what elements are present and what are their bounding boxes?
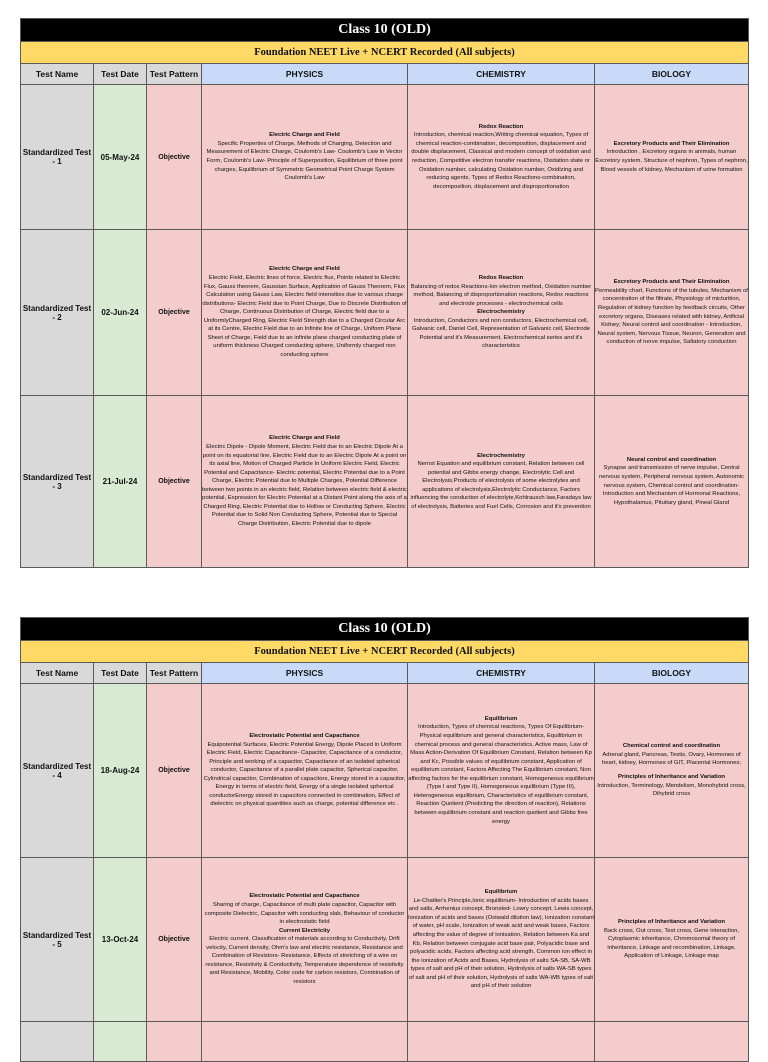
table-row bbox=[21, 396, 749, 568]
topic-content: Sharing of charge, Capacitance of multi plate capacitor, Capacitor with composite Dielectric, Capacitor with conducting slab, Behaviour of conductor in electrostatic field bbox=[204, 901, 405, 926]
test-pattern-cell: Objective bbox=[147, 230, 202, 396]
schedule-table-1 bbox=[20, 18, 749, 568]
chemistry-cell bbox=[408, 1022, 595, 1062]
biology-cell bbox=[595, 396, 749, 568]
schedule-table-2 bbox=[20, 617, 749, 1062]
biology-cell bbox=[595, 684, 749, 858]
topic-title: Electric Charge and Field bbox=[269, 435, 340, 442]
topic-content: Equipotential Surfaces, Electric Potential Energy, Dipole Placed in Uniform Electric Field, Electric Capacitance- Capacitor, Capacitance of a conductor, Principle and working of a capacitor, Capacitance of an isolated spherical conductor, Capacitance of a parallel plate capacitor, Spherical capacitor, Cylindrical capacitor, Combination of capacitors, Energy stored in a capacitor, Energy in terms of electric field, Energy of a single isolated spherical conductorEnergy stored in capacitors connected in combination, Effect of dielectric on physical quantities such as charge, potential difference etc . bbox=[203, 741, 406, 808]
test-date-cell: 18-Aug-24 bbox=[94, 684, 147, 858]
header-test-name: Test Name bbox=[21, 64, 94, 85]
physics-cell bbox=[202, 1022, 408, 1062]
topic-content: Nernst Equation and equilibrium constant, Relation between cell potential and Gibbs energy change, Electrolytic Cell and Electrolysis,Products of electrolysis of some electrolytes and applications of electrolysis,Electrolytic Conductance, Factors influencing the conduction of electrolyte,Kohlrausch law,Faradays law of electrolysis, Batteries and Fuel Cells, Corrosion and it's prevention bbox=[410, 461, 592, 510]
test-date-cell: 05-May-24 bbox=[94, 85, 147, 230]
topic-content: Introduction, Conductors and non conductors, Electrochemical cell, Galvanic cell, Daniel Cell, Representation of Galvanic cell, Electrode Potential and it's Measurement, Electrochemical series and it's characteristics bbox=[411, 317, 591, 350]
header-test-pattern: Test Pattern bbox=[147, 663, 202, 684]
topic-title: Electric Charge and Field bbox=[269, 266, 340, 273]
biology-cell bbox=[595, 230, 749, 396]
topic-content: Back cross, Out cross, Test cross, Gene interaction, Cytoplasmic inheritance, Chromosomal theory of inheritance, Linkage and recombination, Linkage, Application of Linkage, Linkage map bbox=[603, 927, 740, 960]
header-test-date: Test Date bbox=[94, 64, 147, 85]
topic-content: Introduction , Excretory organs in animals, human Excretory system, Structure of nephron, Types of nephron, Blood vessels of kidney, Mechanism of urine formation bbox=[595, 149, 748, 173]
topic-content: Permeability chart, Functions of the tubules, Mechanism of concentration of the filtrate, Physiology of micturition, Regulation of kidney function by feedback circuits, Other excretory organs, Diseases related with kidney, Artificial Kidney; Neural control and coordination - Introduction, Neural system, Nervous Tissue, Neuron, Generation and conduction of nerve impulse, Saltatory conduction bbox=[595, 287, 748, 346]
table-row bbox=[21, 230, 749, 396]
topic-title: Excretory Products and Their Elimination bbox=[613, 140, 730, 147]
topic-content: Electric Dipole - Dipole Moment, Electric Field due to an Electric Dipole At a point on its equatorial line, Electric Field due to an Electric Dipole At a point on its axial line, Motion of Charged Particle In Uniform Electric Field, Electric Potential and Capacitance- Electric potential, Electric Potential due to a Point Charge, Electric Potential due to Multiple Charges, Potential Difference between two points in an electric field, Relation between electric field & electric potential, Expression for Electric Potential at a Distant Point along the axis of a Charged Ring, Electric Potential due to Hollow or Conducting Sphere, Electric Potential due to Solid Non Conducting Sphere, Potential due to Special Charge Distribution, Electric Potential due to dipole bbox=[202, 443, 407, 528]
test-name-cell bbox=[21, 1022, 94, 1062]
topic-title: Redox Reaction bbox=[478, 123, 524, 130]
topic-title: Redox Reaction bbox=[478, 274, 524, 281]
physics-cell bbox=[202, 858, 408, 1022]
topic-content: Adrenal gland, Pancreas, Testis, Ovary, Hormones of heart, kidney, Hormones of GIT, Placental Hormones; bbox=[601, 751, 742, 767]
header-biology: BIOLOGY bbox=[595, 64, 749, 85]
table-row bbox=[21, 858, 749, 1022]
biology-cell bbox=[595, 1022, 749, 1062]
table-row bbox=[21, 684, 749, 858]
header-physics: PHYSICS bbox=[202, 663, 408, 684]
test-name-cell: Standardized Test - 5 bbox=[21, 858, 94, 1022]
chemistry-cell bbox=[408, 396, 595, 568]
table-row bbox=[21, 85, 749, 230]
physics-cell bbox=[202, 396, 408, 568]
topic-content: Introduction, chemical reaction,Writing chemical equation, Types of chemical reaction-combination, decomposition, displacement and double displacement, Classical and modern concept of oxidation and reduction, Competitive electron transfer reactions, Oxidation state or Oxidation number, calculating Oxidation number, Oxidizing and reducing agents, Types of Redox Reactions-combination, decomposition, displacement and disproportionation bbox=[411, 132, 591, 190]
header-physics: PHYSICS bbox=[202, 64, 408, 85]
test-date-cell: 21-Jul-24 bbox=[94, 396, 147, 568]
topic-content: Le-Chatlier's Principle,Ionic equilibrium- Introduction of acids bases and salts, Arrhenius concept, Bronsted- Lowry concept, Lewis concept, Ionization of acids and bases (Ostwald dilution law), Ionization constant of water, pH scale, Ionization of weak acid and weak bases, Factors affecting the value of degree of ionisation, Relation between Ka and Kb, Relation between conjugate acid base pair, Polyacidic base and polyacidic acids, Factors affecting acid strength, Common ion effect in the ionization of Acids and Bases, Hydrolysis of salts SA-SB, SA-WB types of salt and pH of their solution, Hydrolysis of salts WA-SB types of salt and pH of their solution, Hydrolysis of salts WA-WB types of salt and pH of their solution bbox=[408, 897, 594, 990]
header-chemistry: CHEMISTRY bbox=[408, 663, 595, 684]
test-date-cell bbox=[94, 1022, 147, 1062]
topic-content: Introduction, Types of chemical reactions, Types Of Equilibrium- Physical equilibrium and general characteristics, Equilibrium in chemical process and general characteristics, Active mass, Law of Mass Action-Derivation Of Equilibrium Constant, Relation between Kp and Kc, Possible values of equilibrium constant, Application of equilibrium constant, Factors Affecting The Equilibrium constant, Non affecting factors for the equilibrium constant, Homogeneous equilibrium (Type I and Type II), Homogeneous equilibrium (Type III), Heterogeneous equilibrium, Characteristics of equilibrium constant, Reaction Quotient (Predicting the direction of reaction), Relations between equilibrium constant and reaction quotient and Gibbs free energy bbox=[408, 724, 594, 825]
topic-content: Electric Field, Electric lines of force, Electric flux, Points related to Electric Flux, Gauss theorem, Gaussian Surface, Application of Gauss Theorem, Flux Calculation using Gauss Law, Electric field intensities due to various charge distributions- Electric Field due to Point Charge, Due to Discrete Distribution of Charge, Continuous Distribution of Charge, Electric field due to a UniformlyCharged Ring, Electric Field Strength due to a Charged Circular Arc at its Centre, Electric Field due to an Infinite line of Charge, Uniform Plane Sheet of Charge, Field due to an infinite plane charged conducting plate of uniform thickness Charged conducting sphere, Uniformly charged non conducting sphere bbox=[202, 274, 407, 359]
topic-title: Excretory Products and Their Elimination bbox=[613, 279, 730, 286]
chemistry-cell bbox=[408, 230, 595, 396]
chemistry-cell bbox=[408, 858, 595, 1022]
sheet-subtitle: Foundation NEET Live + NCERT Recorded (All subjects) bbox=[21, 641, 749, 663]
topic-title: Equilibrium bbox=[484, 889, 518, 896]
topic-content: Balancing of redox Reactions-Ion electron method, Oxidation number method, Balancing of disproportionation reactions, Redox reactions and electrode processes - electrochemical cells bbox=[410, 283, 592, 307]
chemistry-cell bbox=[408, 85, 595, 230]
test-pattern-cell: Objective bbox=[147, 396, 202, 568]
topic-title: Electrostatic Potential and Capacitance bbox=[249, 893, 360, 900]
header-test-name: Test Name bbox=[21, 663, 94, 684]
test-pattern-cell: Objective bbox=[147, 85, 202, 230]
topic-content: Introduction, Terminology, Mendelism, Monohybrid cross, Dihybrid cross bbox=[597, 782, 746, 798]
topic-title: Electrostatic Potential and Capacitance bbox=[249, 732, 360, 739]
topic-title: Principles of Inheritance and Variation bbox=[617, 774, 726, 780]
test-name-cell: Standardized Test - 3 bbox=[21, 396, 94, 568]
test-name-cell: Standardized Test - 1 bbox=[21, 85, 94, 230]
sheet-title: Class 10 (OLD) bbox=[21, 19, 749, 42]
schedule-sheet-2 bbox=[20, 617, 748, 1062]
topic-title: Equilibrium bbox=[484, 715, 518, 722]
topic-title: Chemical control and coordination bbox=[622, 743, 721, 750]
test-pattern-cell: Objective bbox=[147, 684, 202, 858]
biology-cell bbox=[595, 85, 749, 230]
biology-cell bbox=[595, 858, 749, 1022]
physics-cell bbox=[202, 684, 408, 858]
header-test-pattern: Test Pattern bbox=[147, 64, 202, 85]
schedule-sheet-1 bbox=[20, 18, 748, 568]
topic-title: Electric Charge and Field bbox=[269, 132, 340, 139]
table-row bbox=[21, 1022, 749, 1062]
topic-content: Specific Properties of Charge, Methods of Charging, Detection and Measurement of Electric Charge, Coulomb's Law- Coulomb's Law in Vector Form, Coulomb's Law- Principle of Superposition, Equilibrium of three point charges, Equilibrium of Symmetric Geometrical Point Charge System Coulomb's Law bbox=[206, 140, 403, 182]
topic-content: Electric current, Classification of materials according to Conductivity, Drift velocity, Current density, Ohm's law and electric resistance, Resistance and Combination of Resistors- Resistance, Effects of stretching of a wire on resistance, Resistivity & Conductivity, Temperature dependence of resistivity and Resistance, Mobility, Color code for carbon resistors, Combination of resistors bbox=[205, 936, 404, 986]
header-chemistry: CHEMISTRY bbox=[408, 64, 595, 85]
topic-title: Current Electricity bbox=[278, 927, 331, 934]
test-pattern-cell: Objective bbox=[147, 858, 202, 1022]
sheet-subtitle: Foundation NEET Live + NCERT Recorded (All subjects) bbox=[21, 42, 749, 64]
topic-content: Synapse and transmission of nerve impulse, Central nervous system, Peripheral nervous system, Autonomic nervous system, Chemical control and coordination- Introduction and Mechanism of Hormonal Reactions, Hypothalamus, Pituitary gland, Pineal Gland bbox=[598, 465, 745, 506]
test-pattern-cell bbox=[147, 1022, 202, 1062]
topic-title: Neural control and coordination bbox=[626, 456, 717, 463]
test-date-cell: 02-Jun-24 bbox=[94, 230, 147, 396]
physics-cell bbox=[202, 230, 408, 396]
sheet-title: Class 10 (OLD) bbox=[21, 618, 749, 641]
topic-title: Electrochemistry bbox=[477, 452, 525, 459]
topic-title: Principles of Inheritance and Variation bbox=[617, 919, 726, 926]
test-name-cell: Standardized Test - 4 bbox=[21, 684, 94, 858]
physics-cell bbox=[202, 85, 408, 230]
test-name-cell: Standardized Test - 2 bbox=[21, 230, 94, 396]
header-test-date: Test Date bbox=[94, 663, 147, 684]
header-biology: BIOLOGY bbox=[595, 663, 749, 684]
topic-title: Electrochemistry bbox=[477, 309, 525, 316]
chemistry-cell bbox=[408, 684, 595, 858]
test-date-cell: 13-Oct-24 bbox=[94, 858, 147, 1022]
